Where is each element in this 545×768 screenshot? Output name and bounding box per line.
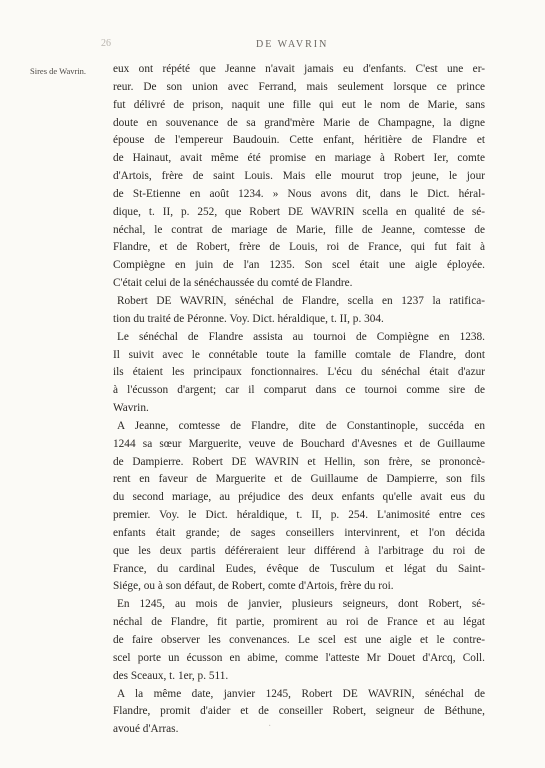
margin-note: Sires de Wavrin. — [30, 66, 87, 76]
text-line: En 1245, au mois de janvier, plusieurs seigneurs, dont Robert, sé- — [117, 598, 485, 611]
text-line: Flandre, et de Robert, frère de Louis, roi de France, qui fut fait à — [113, 241, 485, 254]
text-line: France, du cardinal Eudes, évêque de Tusculum et légat du Saint- — [113, 562, 485, 575]
text-line: eux ont répété que Jeanne n'avait jamais eu d'enfants. C'est une er- — [113, 63, 485, 75]
text-line: avoué d'Arras. — [113, 723, 179, 736]
text-line: d'Artois, frère de saint Louis. Mais elle mourut trop jeune, le jour — [113, 170, 485, 183]
text-line: néchal de Flandre, fit partie, promirent au roi de France et au légat — [113, 616, 485, 629]
text-line: Compiègne en juin de l'an 1235. Son scel était une aigle éployée. — [113, 259, 485, 272]
text-line: Flandre, promit d'aider et de conseiller Robert, seigneur de Béthune, — [113, 705, 485, 718]
text-line: de Dampierre. Robert DE WAVRIN et Hellin, son frère, se prononcè- — [113, 455, 485, 468]
text-line: Wavrin. — [113, 402, 149, 415]
text-line: reur. De son union avec Ferrand, mais seulement lorsque ce prince — [113, 80, 485, 93]
text-line: scel porte un écusson en abime, comme l'atteste Mr Douet d'Arcq, Coll. — [113, 651, 485, 664]
text-line: enfants était grande; de sages conseillers intervinrent, et l'on décida — [113, 526, 485, 539]
text-line: A Jeanne, comtesse de Flandre, dite de Constantinople, succéda en — [117, 419, 485, 432]
text-line: épouse de l'empereur Baudouin. Cette enfant, héritière de Flandre et — [113, 134, 485, 147]
text-line: Il suivit avec le connétable toute la famille comtale de Flandre, dont — [113, 348, 485, 361]
text-line: des Sceaux, t. 1er, p. 511. — [113, 669, 229, 682]
text-line: fut délivré de prison, naquit une fille qui eut le nom de Marie, sans — [113, 98, 485, 111]
text-line: rent en faveur de Marguerite et de Guillaume de Dampierre, son fils — [113, 473, 485, 486]
text-line: néchal, le contrat de mariage de Marie, fille de Jeanne, comtesse de — [113, 223, 485, 236]
text-line: Siége, ou à son défaut, de Robert, comte d'Artois, frère du roi. — [113, 580, 394, 593]
text-line: ils étaient les principaux fonctionnaires. L'écu du sénéchal était d'azur — [113, 366, 485, 379]
text-line: de St-Etienne en août 1234. » Nous avons dit, dans le Dict. héral- — [113, 187, 485, 200]
body-text — [103, 61, 485, 739]
text-line: à l'écusson d'argent; car il comparut dans ce tournoi comme sire de — [113, 384, 485, 397]
text-line: C'était celui de la sénéchaussée du comté de Flandre. — [113, 277, 353, 290]
text-line: de faire observer les convenances. Le scel est une aigle et le contre- — [113, 634, 485, 646]
page-number: 26 — [101, 38, 111, 49]
text-line: Le sénéchal de Flandre assista au tournoi de Compiègne en 1238. — [117, 330, 485, 343]
text-line: Robert DE WAVRIN, sénéchal de Flandre, scella en 1237 la ratifica- — [117, 294, 485, 307]
text-line: tion du traité de Péronne. Voy. Dict. héraldique, t. II, p. 304. — [113, 312, 384, 325]
text-line: 1244 sa sœur Marguerite, veuve de Bouchard d'Avesnes et de Guillaume — [113, 437, 485, 450]
text-line: premier. Voy. le Dict. héraldique, t. II, p. 254. L'animosité entre ces — [113, 509, 485, 522]
text-line: A la même date, janvier 1245, Robert DE WAVRIN, sénéchal de — [117, 687, 485, 700]
running-head: DE WAVRIN — [256, 39, 329, 50]
text-line: dique, t. II, p. 252, que Robert DE WAVRIN scella en qualité de sé- — [113, 205, 485, 218]
bottom-ornament: · — [268, 721, 272, 732]
text-line: que les deux partis déféreraient leur différend à l'arbitrage du roi de — [113, 544, 485, 557]
text-line: du second mariage, au préjudice des deux enfants qu'elle avait eus du — [113, 491, 485, 504]
text-line: doute en souvenance de sa grand'mère Marie de Champagne, la digne — [113, 116, 485, 129]
text-line: de Hainaut, avait même été promise en mariage à Robert Ier, comte — [113, 152, 485, 165]
